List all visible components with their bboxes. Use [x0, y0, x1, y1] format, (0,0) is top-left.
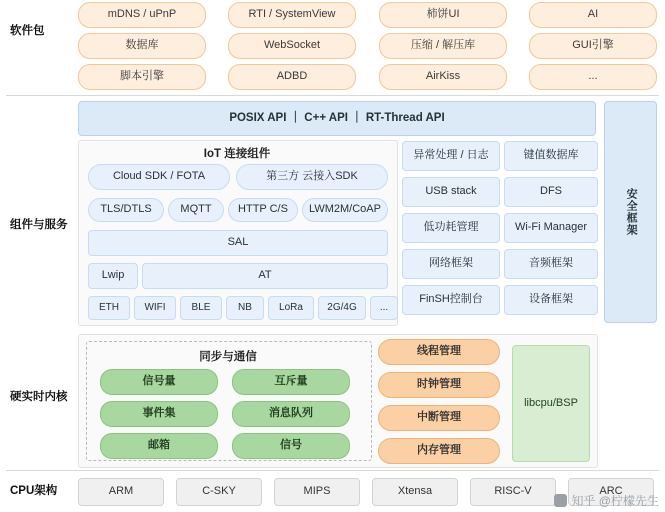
service-finsh-console[interactable]: FinSH控制台 [402, 285, 500, 315]
iot-link-lora[interactable]: LoRa [268, 296, 314, 320]
service-dfs[interactable]: DFS [504, 177, 598, 207]
service-low-power[interactable]: 低功耗管理 [402, 213, 500, 243]
iot-link-wifi[interactable]: WIFI [134, 296, 176, 320]
kernel-event-set[interactable]: 事件集 [100, 401, 218, 427]
kernel-message-queue[interactable]: 消息队列 [232, 401, 350, 427]
row-label-cpu-arch: CPU架构 [10, 485, 58, 497]
service-device-framework[interactable]: 设备框架 [504, 285, 598, 315]
sync-comm-title: 同步与通信 [199, 351, 257, 363]
divider-3 [6, 470, 659, 471]
iot-link-2g4g[interactable]: 2G/4G [318, 296, 366, 320]
row-label-components-services: 组件与服务 [10, 219, 68, 231]
divider-1 [6, 95, 659, 96]
iot-link-ble[interactable]: BLE [180, 296, 222, 320]
kernel-memory-management[interactable]: 内存管理 [378, 438, 500, 464]
service-audio-framework[interactable]: 音频框架 [504, 249, 598, 279]
kernel-clock-management[interactable]: 时钟管理 [378, 372, 500, 398]
row-label-software-package: 软件包 [10, 25, 45, 37]
iot-link-more[interactable]: ... [370, 296, 398, 320]
package-database[interactable]: 数据库 [78, 33, 206, 59]
service-exception-log[interactable]: 异常处理 / 日志 [402, 141, 500, 171]
iot-at[interactable]: AT [142, 263, 388, 289]
cpu-mips[interactable]: MIPS [274, 478, 360, 506]
kernel-mailbox[interactable]: 邮箱 [100, 433, 218, 459]
package-ai[interactable]: AI [529, 2, 657, 28]
package-adbd[interactable]: ADBD [228, 64, 356, 90]
iot-link-eth[interactable]: ETH [88, 296, 130, 320]
watermark-text: 知乎 @柠檬先生 [571, 494, 659, 508]
watermark-icon [554, 494, 567, 507]
iot-link-nb[interactable]: NB [226, 296, 264, 320]
iot-panel-title: IoT 连接组件 [203, 148, 271, 160]
cpu-csky[interactable]: C-SKY [176, 478, 262, 506]
iot-sal[interactable]: SAL [88, 230, 388, 256]
package-mdns-upnp[interactable]: mDNS / uPnP [78, 2, 206, 28]
watermark [554, 492, 659, 509]
iot-tls-dtls[interactable]: TLS/DTLS [88, 198, 164, 222]
service-kv-database[interactable]: 键值数据库 [504, 141, 598, 171]
service-usb-stack[interactable]: USB stack [402, 177, 500, 207]
iot-lwip[interactable]: Lwip [88, 263, 138, 289]
service-wifi-manager[interactable]: Wi-Fi Manager [504, 213, 598, 243]
package-compression[interactable]: 压缩 / 解压库 [379, 33, 507, 59]
kernel-interrupt-management[interactable]: 中断管理 [378, 405, 500, 431]
iot-lwm2m-coap[interactable]: LWM2M/CoAP [302, 198, 388, 222]
iot-cloud-sdk-fota[interactable]: Cloud SDK / FOTA [88, 164, 230, 190]
kernel-thread-management[interactable]: 线程管理 [378, 339, 500, 365]
package-script-engine[interactable]: 脚本引擎 [78, 64, 206, 90]
package-airkiss[interactable]: AirKiss [379, 64, 507, 90]
cpu-xtensa[interactable]: Xtensa [372, 478, 458, 506]
package-gui-engine[interactable]: GUI引擎 [529, 33, 657, 59]
kernel-mutex[interactable]: 互斥量 [232, 369, 350, 395]
package-more[interactable]: ... [529, 64, 657, 90]
iot-mqtt[interactable]: MQTT [168, 198, 224, 222]
cpu-riscv[interactable]: RISC-V [470, 478, 556, 506]
cpu-arm[interactable]: ARM [78, 478, 164, 506]
row-label-hard-realtime-kernel: 硬实时内核 [10, 391, 68, 403]
security-framework-label: 安全框架 [625, 188, 638, 236]
iot-http-cs[interactable]: HTTP C/S [228, 198, 298, 222]
service-network-framework[interactable]: 网络框架 [402, 249, 500, 279]
kernel-libcpu-bsp[interactable]: libcpu/BSP [512, 345, 590, 462]
kernel-signal[interactable]: 信号 [232, 433, 350, 459]
iot-third-party-cloud-sdk[interactable]: 第三方 云接入SDK [236, 164, 388, 190]
cpu-arc[interactable]: ARC [568, 478, 654, 506]
kernel-semaphore[interactable]: 信号量 [100, 369, 218, 395]
security-framework [604, 101, 657, 323]
package-websocket[interactable]: WebSocket [228, 33, 356, 59]
api-bar: POSIX API ｜ C++ API ｜ RT-Thread API [78, 101, 596, 136]
package-shibing-ui[interactable]: 柿饼UI [379, 2, 507, 28]
package-rti-systemview[interactable]: RTI / SystemView [228, 2, 356, 28]
